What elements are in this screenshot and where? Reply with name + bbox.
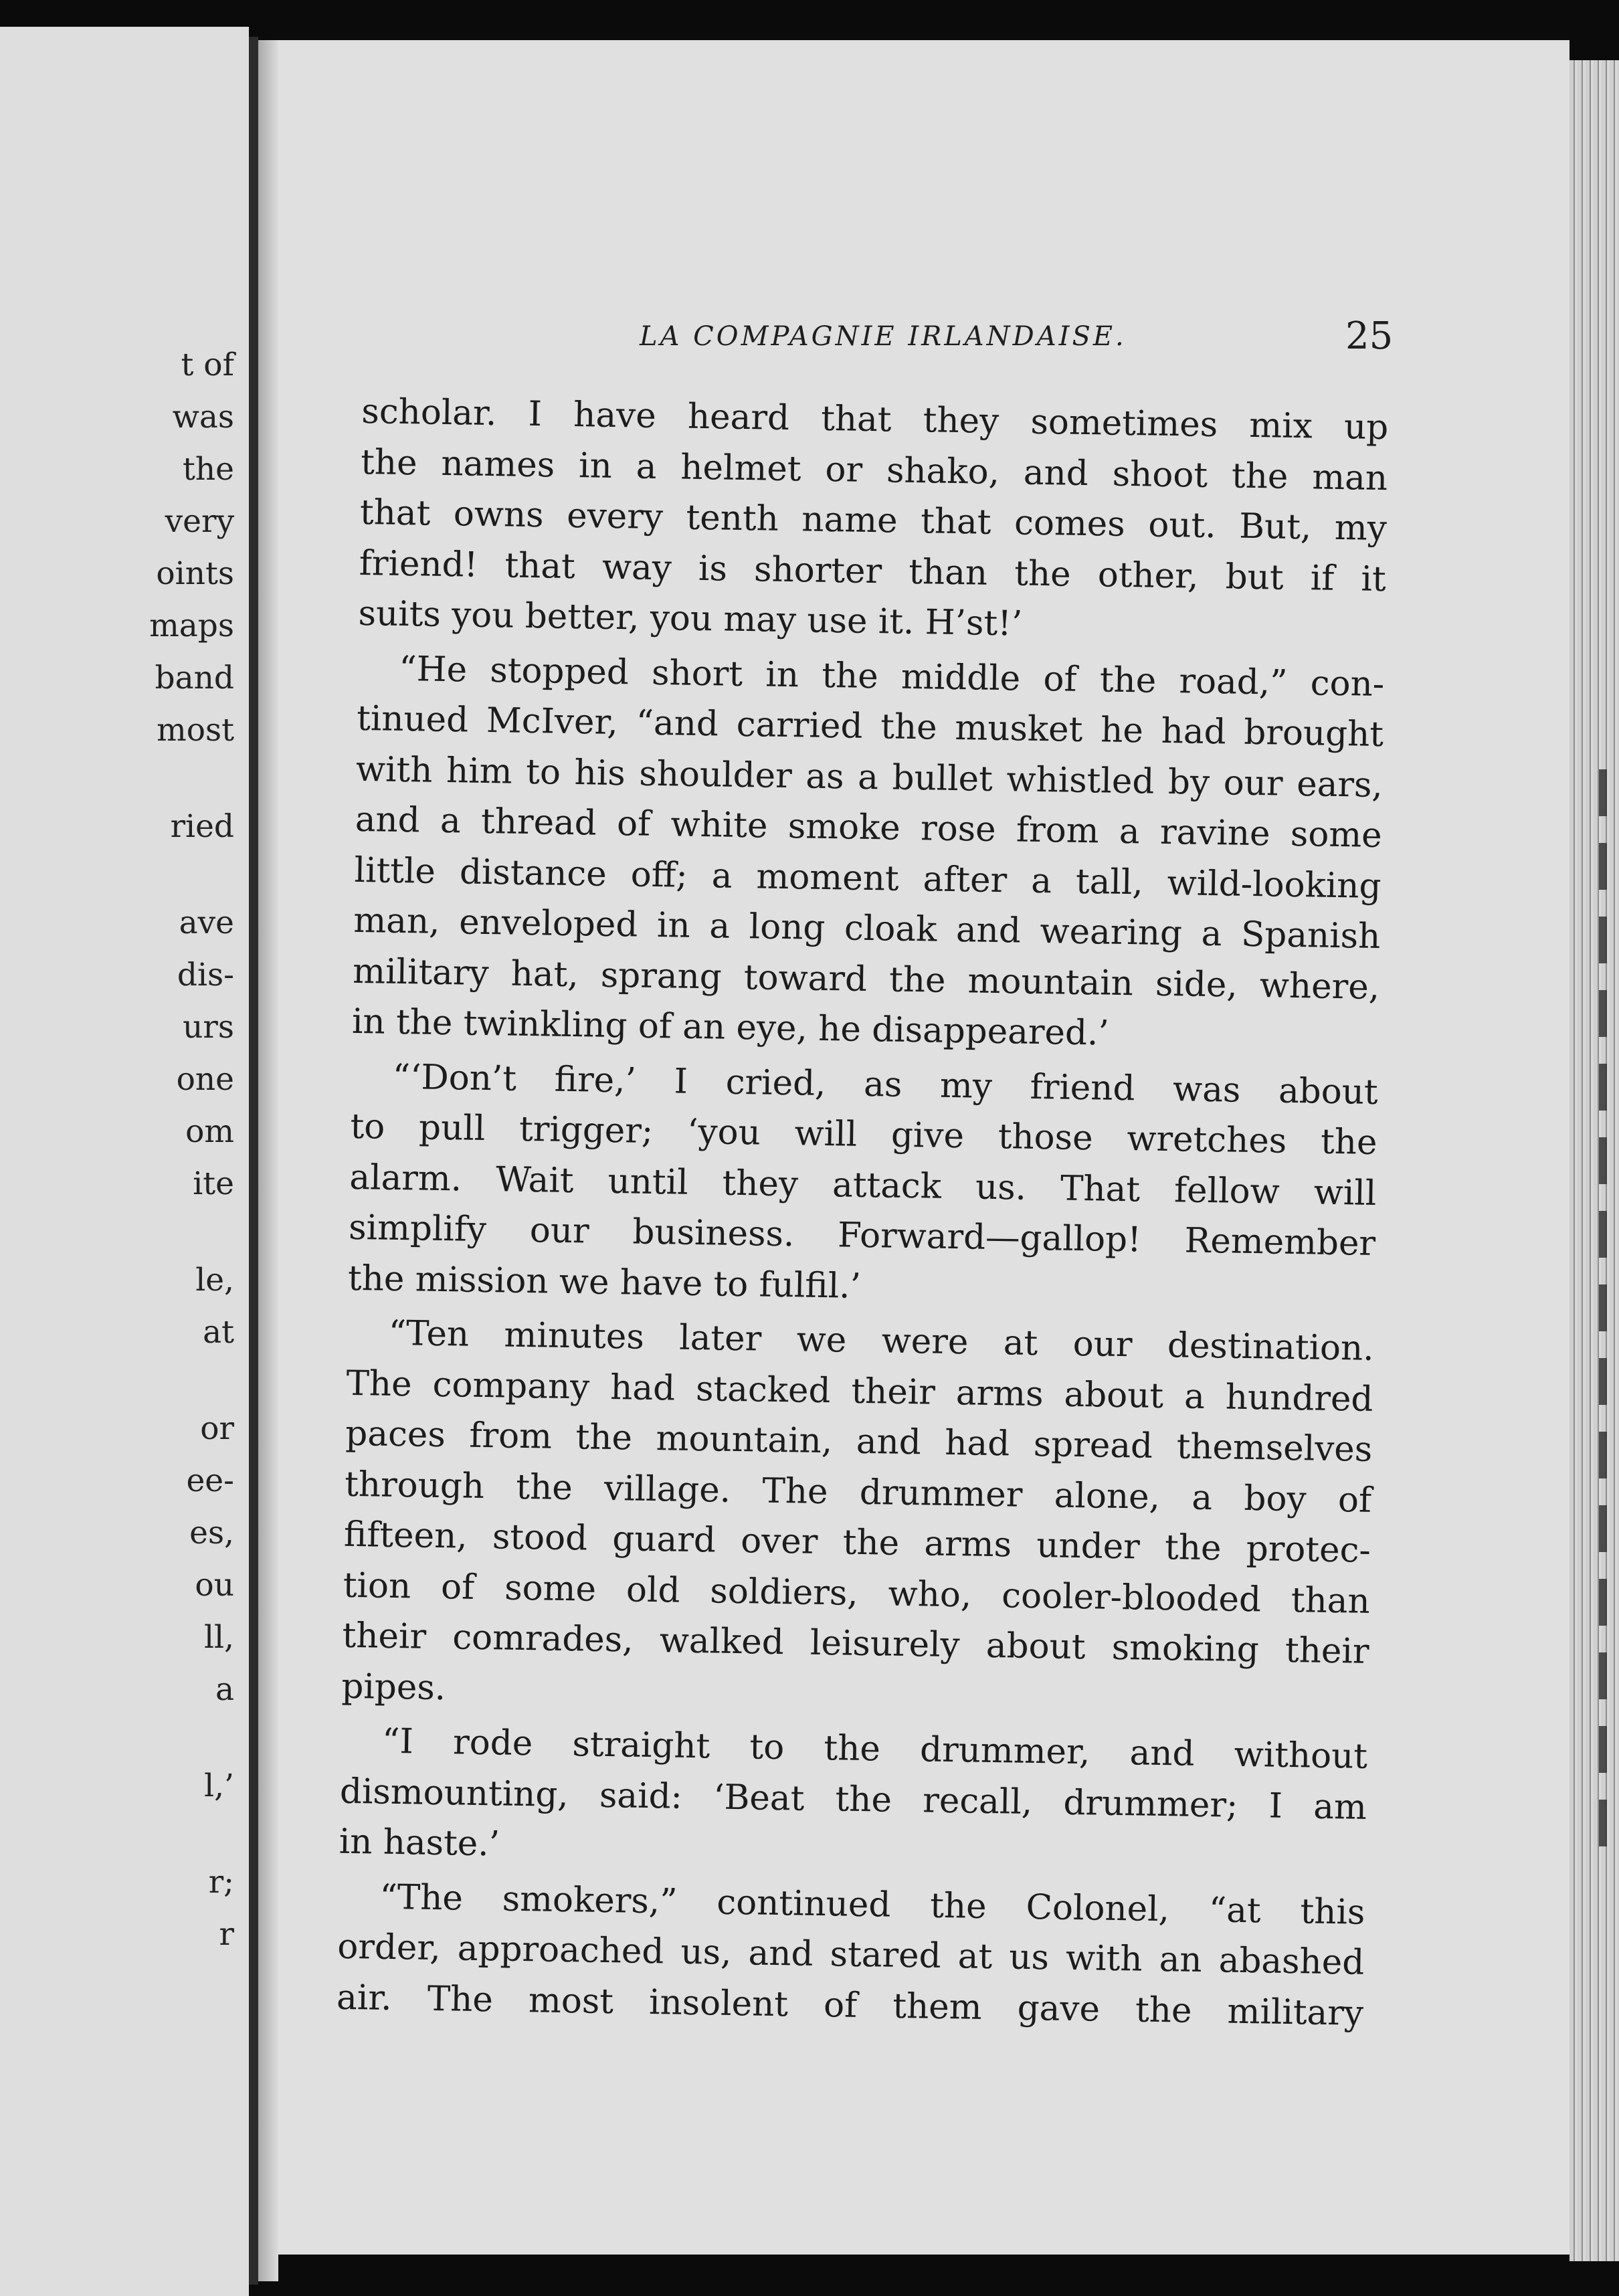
left-fragment: oints — [156, 555, 234, 592]
paragraph — [339, 1716, 1367, 1884]
left-fragment: at — [203, 1314, 234, 1351]
left-fragment: dis- — [177, 957, 234, 993]
right-page — [258, 40, 1569, 2255]
text-line: in the twinkling of an eye, he disappeared.’ — [351, 1001, 1110, 1054]
paragraph — [341, 1308, 1374, 1728]
paragraph — [358, 387, 1389, 656]
text-line: alarm. Wait until they attack us. That fellow will — [349, 1157, 1377, 1214]
left-fragment: ried — [170, 808, 234, 845]
text-line: with him to his shoulder as a bullet whistled by our ears, — [355, 749, 1384, 805]
text-line: tion of some old soldiers, who, cooler-blooded than — [343, 1565, 1371, 1622]
left-fragment: ite — [193, 1165, 234, 1202]
text-line: fifteen, stood guard over the arms under the protec- — [343, 1514, 1371, 1571]
left-fragment: ou — [195, 1567, 234, 1604]
left-fragment: ave — [179, 904, 234, 941]
left-fragment: r; — [208, 1864, 234, 1901]
text-line: pipes. — [341, 1666, 446, 1708]
edge-shadow-marks — [1599, 769, 1607, 1873]
text-line: scholar. I have heard that they sometimes mix up — [361, 391, 1389, 448]
left-page — [0, 27, 249, 2296]
text-line: friend! that way is shorter than the other, but if it — [359, 543, 1387, 599]
left-fragment: le, — [195, 1262, 234, 1299]
text-line: the mission we have to fulfil.’ — [347, 1258, 862, 1307]
paragraph — [351, 643, 1384, 1063]
text-line: order, approached us, and stared at us with an abashed — [337, 1926, 1365, 1983]
text-line: “Ten minutes later we were at our destination. — [388, 1313, 1375, 1369]
text-line: the names in a helmet or shako, and shoot the man — [360, 442, 1388, 498]
left-fragment: maps — [149, 607, 234, 644]
text-line: their comrades, walked leisurely about smoking their — [342, 1615, 1369, 1672]
text-line: tinued McIver, “and carried the musket he had brought — [356, 698, 1384, 755]
text-line: dismounting, said: ‘Beat the recall, drummer; I am — [339, 1771, 1367, 1828]
body-text — [337, 387, 1389, 2039]
left-fragment: very — [165, 503, 234, 540]
left-fragment: one — [176, 1061, 234, 1098]
text-line: “He stopped short in the middle of the road,” con- — [398, 648, 1385, 704]
text-line: through the village. The drummer alone, a boy of — [344, 1464, 1372, 1521]
page-number: 25 — [1345, 314, 1394, 358]
text-line: and a thread of white smoke rose from a ravine some — [355, 799, 1383, 856]
text-line: “‘Don’t fire,’ I cried, as my friend was about — [392, 1056, 1379, 1113]
left-fragment: urs — [183, 1009, 234, 1046]
left-fragment: ll, — [203, 1619, 234, 1656]
left-fragment: band — [155, 660, 234, 696]
left-fragment: l,’ — [204, 1767, 234, 1804]
text-line: suits you better, you may use it. H’st!’ — [358, 593, 1023, 644]
left-fragment: most — [157, 712, 234, 749]
text-line: man, enveloped in a long cloak and wearing a Spanish — [353, 900, 1381, 957]
text-line: “I rode straight to the drummer, and without — [381, 1721, 1368, 1777]
text-line: “The smokers,” continued the Colonel, “at this — [379, 1877, 1365, 1933]
gutter-shadow — [258, 40, 278, 2281]
left-fragment: the — [183, 451, 234, 488]
text-line: to pull trigger; ‘you will give those wretches the — [350, 1106, 1377, 1163]
text-line: simplify our business. Forward—gallop! Remember — [348, 1207, 1376, 1264]
page-edges — [1569, 60, 1619, 2261]
running-title: LA COMPAGNIE IRLANDAISE. — [640, 321, 1127, 352]
left-fragment: or — [200, 1410, 234, 1447]
left-fragment: was — [172, 399, 234, 436]
left-fragment: a — [215, 1671, 234, 1708]
book-gutter — [249, 37, 258, 2285]
text-line: that owns every tenth name that comes out. But, my — [359, 492, 1388, 549]
left-fragment: om — [185, 1113, 234, 1150]
text-line: in haste.’ — [339, 1821, 500, 1864]
left-fragment: ee- — [186, 1462, 234, 1499]
text-line: military hat, sprang toward the mountain side, where, — [352, 951, 1380, 1008]
left-fragment: es, — [189, 1515, 234, 1551]
paragraph — [337, 1871, 1365, 2039]
text-line: air. The most insolent of them gave the military — [336, 1977, 1364, 2034]
text-line: little distance off; a moment after a tall, wild-looking — [354, 850, 1382, 906]
left-fragment: t of — [181, 347, 234, 383]
paragraph — [347, 1051, 1378, 1320]
running-head — [258, 314, 1569, 375]
left-fragment: r — [219, 1916, 234, 1953]
text-line: The company had stacked their arms about a hundred — [346, 1363, 1373, 1420]
text-line: paces from the mountain, and had spread themselves — [345, 1413, 1373, 1470]
